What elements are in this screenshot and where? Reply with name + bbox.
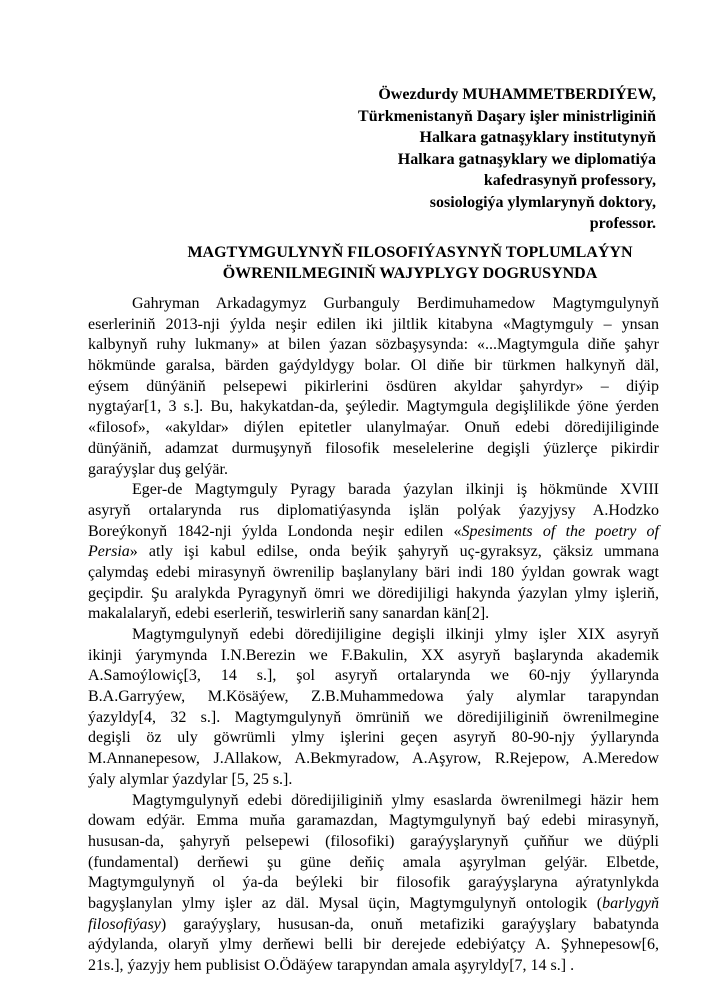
text-line: A.Samoýlowiç[3, 14 s.], şol asyryň ortalarynda we 60-njy ýyllarynda	[88, 667, 659, 685]
text-line: Magtymgulynyň edebi döredijiliginiň ylmy esaslarda öwrenilmegi häzir hem	[132, 791, 659, 809]
text-line: ýaly alymlar ýazdylar [5, 25 s.].	[88, 770, 293, 788]
author-line: Halkara gatnaşyklary institutynyň	[419, 129, 656, 146]
paragraph-1	[88, 294, 659, 480]
author-line: sosiologiýa ylymlarynyň doktory,	[429, 193, 656, 211]
text-run: Boreýkonyň 1842-nji ýylda Londonda neşir edilen «	[88, 522, 462, 540]
text-line: ikinji ýarymynda I.N.Berezin we F.Bakulin, XX asyryň başlarynda akademik	[88, 646, 659, 664]
text-line: nygtaýar[1, 3 s.]. Bu, hakykatdan-da, şeýledir. Magtymgula degişlilikde ýöne ýerden	[88, 398, 659, 416]
text-line: Magtymgulynyň ol ýa-da beýleki bir filosofik garaýyşlaryna aýratynlykda	[88, 874, 659, 892]
text-line: çalymdaş edebi mirasynyň öwrenilip başlanylany bäri indi 180 ýyldan gowrak wagt	[88, 563, 659, 581]
text-line: garaýyşlar duş gelýär.	[88, 460, 228, 478]
text-run: bagyşlanylan ylmy işler az däl. Mysal üçin, Magtymgulynyň ontologik (	[88, 894, 603, 912]
article-body	[88, 294, 659, 977]
paragraph-2	[88, 480, 659, 625]
title-line-2: ÖWRENILMEGINIŇ WAJYPLYGY DOGRUSYNDA	[222, 265, 598, 282]
text-line: eserleriniň 2013-nji ýylda neşir edilen iki jiltlik kitabyna «Magtymguly – ynsan	[88, 315, 659, 333]
text-line: M.Annanepesow, J.Allakow, A.Bekmyradow, A.Aşyrow, R.Rejepow, A.Meredow	[88, 750, 659, 768]
author-line: Halkara gatnaşyklary we diplomatiýa	[397, 150, 656, 168]
text-line: Magtymgulynyň edebi döredijiligine degişli ilkinji ylmy işler XIX asyryň	[132, 626, 659, 643]
author-name: Öwezdurdy MUHAMMETBERDIÝEW,	[378, 86, 656, 103]
text-line: «filosof», «akyldar» diýlen epitetler ulanylmaýar. Onuň edebi döredijiliginde	[88, 419, 659, 437]
text-line: Eger-de Magtymguly Pyragy barada ýazylan ilkinji iş hökmünde XVIII	[132, 481, 659, 499]
article-title	[150, 242, 670, 284]
text-line: aýdylanda, olaryň ylmy derňewi belli bir derejede edebiýatçy A. Şyhnepesow[6,	[88, 936, 659, 954]
paragraph-3	[88, 625, 659, 791]
italic-term-run: filosofiýasy	[88, 915, 161, 933]
author-line: professor.	[589, 215, 656, 232]
text-line-mixed	[88, 522, 659, 543]
text-line: degişli öz uly göwrümli ylmy işlerini geçen asyryň 80-90-njy ýyllarynda	[88, 729, 659, 747]
text-line: kalbynyň ruhy lukmany» at bilen ýazan sözbaşysynda: «...Magtymgula diňe şahyr	[88, 336, 659, 354]
italic-term-run: barlygyň	[602, 894, 659, 912]
text-line: (fundamental) derňewi şu güne deňiç amala aşyrylman gelýär. Elbetde,	[88, 853, 659, 871]
text-line-mixed	[88, 894, 659, 915]
text-line-mixed	[88, 542, 659, 563]
author-affiliation-block	[358, 84, 656, 235]
text-line: asyryň ortalarynda rus diplomatiýasynda işlän polýak ýazyjysy A.Hodzko	[88, 501, 659, 519]
text-run: ) garaýyşlary, hususan-da, onuň metafiziki garaýyşlary babatynda	[160, 915, 659, 933]
text-line: Gahryman Arkadagymyz Gurbanguly Berdimuhamedow Magtymgulynyň	[132, 295, 659, 312]
text-line: dünýäniň, adamzat durmuşynyň filosofik meselelerine degişli ýüzlerçe pikirdir	[88, 439, 659, 457]
text-line: eýsem dünýäniň pelsepewi pikirlerini ösdüren akyldar şahyrdyr» – diýip	[88, 377, 659, 395]
paragraph-4	[88, 791, 659, 977]
text-line: hökmünde garalsa, bärden gaýdyldygy bolar. Ol diňe bir türkmen halkynyň däl,	[88, 357, 659, 375]
text-line: hususan-da, şahyryň pelsepewi (filosofiki) garaýyşlarynyň çuňňur we düýpli	[88, 832, 659, 850]
text-line-mixed	[88, 915, 659, 936]
text-line: B.A.Garryýew, M.Kösäýew, Z.B.Muhammedowa ýaly alymlar tarapyndan	[88, 688, 659, 706]
text-line: 21s.], ýazyjy hem publisist O.Ödäýew tarapyndan amala aşyryldy[7, 14 s.] .	[88, 957, 575, 974]
author-line: kafedrasynyň professory,	[483, 172, 656, 189]
text-run: » atly işi kabul edilse, onda beýik şahyryň uç-gyraksyz, çäksiz ummana	[129, 543, 659, 561]
text-line: ýazyldy[4, 32 s.]. Magtymgulynyň ömrüniň we döredijiliginiň öwrenilmegine	[88, 708, 659, 726]
text-line: makalalaryň, edebi eserleriň, teswirleriň sany sanardan kän[2].	[88, 605, 490, 623]
title-line-1: MAGTYMGULYNYŇ FILOSOFIÝASYNYŇ TOPLUMLAÝYN	[187, 244, 633, 261]
italic-title-run: Spesiments of the poetry of	[461, 522, 660, 540]
text-line: dowam edýär. Emma muňa garamazdan, Magtymgulynyň baý edebi mirasynyň,	[88, 812, 659, 830]
text-line: geçipdir. Şu aralykda Pyragynyň ömri we döredijiligi hakynda ýazylan ylmy işleriň,	[88, 584, 659, 602]
author-line: Türkmenistanyň Daşary işler ministrliginiň	[358, 107, 656, 125]
italic-title-run: Persia	[88, 543, 130, 561]
